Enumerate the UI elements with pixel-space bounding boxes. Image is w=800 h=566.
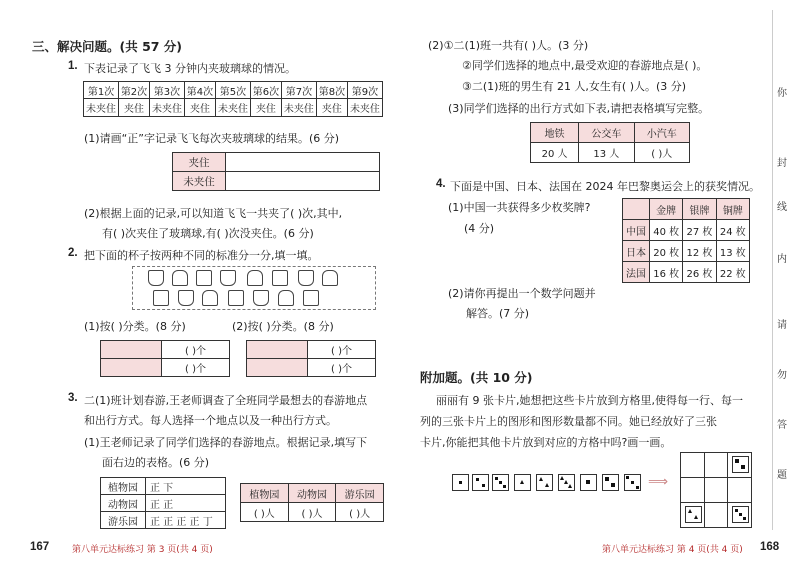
attempt-cell: 第1次: [84, 82, 119, 99]
cup-icon: [322, 270, 338, 286]
classify-count[interactable]: ( )个: [308, 341, 376, 359]
medal-value: 27 枚: [683, 220, 716, 241]
q3-line1: 二(1)班计划春游,王老师调查了全班同学最想去的春游地点: [84, 394, 368, 407]
cup-icon: [220, 270, 236, 286]
medal-value: 20 枚: [650, 241, 683, 262]
classify-table-2: [246, 340, 376, 377]
cup-icon: [272, 270, 288, 286]
triangle-card-icon[interactable]: [514, 474, 531, 491]
tally-row: [173, 172, 380, 191]
q3-p2-1: (2)①二(1)班一共有( )人。(3 分): [428, 39, 589, 52]
medal-value: 16 枚: [650, 262, 683, 283]
place-header: 游乐园: [336, 484, 384, 503]
attempts-header-row: [84, 82, 383, 99]
result-cell: 夹住: [316, 99, 347, 117]
left-footer: 第八单元达标练习 第 3 页(共 4 页): [72, 545, 213, 555]
medal-value: 40 枚: [650, 220, 683, 241]
medal-value: 12 枚: [683, 241, 716, 262]
medal-row: [623, 262, 750, 283]
bonus-line3: 卡片,你能把其他卡片放到对应的方格中吗?画一画。: [420, 436, 672, 449]
attempt-cell: 第9次: [347, 82, 382, 99]
tally-answer-cell[interactable]: [226, 172, 380, 191]
dot-card-icon[interactable]: [492, 474, 509, 491]
q4-part2-line1: (2)请你再提出一个数学问题并: [448, 287, 596, 300]
medal-header: 银牌: [683, 199, 716, 220]
side-char: 题: [777, 470, 787, 481]
question-4-number: 4.: [436, 178, 446, 190]
record-row: [101, 512, 226, 529]
q3-p2-3: ③二(1)班的男生有 21 人,女生有( )人。(3 分): [462, 80, 687, 93]
side-char: 线: [777, 202, 787, 213]
record-row: [101, 495, 226, 512]
results-row: [84, 99, 383, 117]
cup-icon: [178, 290, 194, 306]
result-cell: 夹住: [119, 99, 150, 117]
classify-cell[interactable]: [101, 341, 162, 359]
binding-line: [772, 10, 773, 530]
attempt-cell: 第8次: [316, 82, 347, 99]
q3-part1-line2: 面右边的表格。(6 分): [102, 456, 210, 469]
right-footer: 第八单元达标练习 第 4 页(共 4 页): [602, 545, 743, 555]
record-place: 游乐园: [101, 512, 146, 529]
grid-cell[interactable]: [681, 478, 705, 503]
q1-part2-line2: 有( )次夹住了玻璃球,有( )次没夹住。(6 分): [102, 227, 314, 240]
record-row: [101, 478, 226, 495]
q1-part1: (1)请画“正”字记录飞飞每次夹玻璃球的结果。(6 分): [84, 132, 340, 145]
classify-count[interactable]: ( )个: [308, 359, 376, 377]
cup-icon: [196, 270, 212, 286]
classify-count[interactable]: ( )个: [162, 359, 230, 377]
cup-icon: [253, 290, 269, 306]
transport-header: 小汽车: [634, 123, 689, 143]
attempt-cell: 第3次: [149, 82, 184, 99]
transport-value: 13 人: [579, 143, 634, 163]
medal-row: [623, 241, 750, 262]
grid-cell[interactable]: [704, 503, 728, 528]
medal-country: 法国: [623, 262, 650, 283]
classify-cell[interactable]: [101, 359, 162, 377]
question-1-text: 下表记录了飞飞 3 分钟内夹玻璃球的情况。: [84, 62, 296, 75]
square-card-icon[interactable]: [624, 474, 641, 491]
result-cell: 夹住: [185, 99, 216, 117]
question-3-number: 3.: [68, 392, 78, 404]
medal-header: 金牌: [650, 199, 683, 220]
grid-cell[interactable]: [728, 478, 752, 503]
side-char: 封: [777, 158, 787, 169]
square-card-icon[interactable]: [602, 474, 619, 491]
side-char: 答: [777, 420, 787, 431]
cup-icon: [153, 290, 169, 306]
side-char: 你: [777, 88, 787, 99]
triangle-card-icon[interactable]: [536, 474, 553, 491]
cup-icon: [148, 270, 164, 286]
bonus-title: 附加题。(共 10 分): [420, 370, 533, 385]
q4-part1-score: (4 分): [464, 222, 495, 235]
square-card-icon[interactable]: [580, 474, 597, 491]
classify-count[interactable]: ( )个: [162, 341, 230, 359]
medal-value: 26 枚: [683, 262, 716, 283]
transport-value-blank[interactable]: ( )人: [634, 143, 689, 163]
q4-part2-line2: 解答。(7 分): [466, 307, 530, 320]
tally-label: 夹住: [173, 153, 226, 172]
place-header: 植物园: [241, 484, 289, 503]
medal-row: [623, 220, 750, 241]
transport-value: 20 人: [531, 143, 579, 163]
question-2-text: 把下面的杯子按两种不同的标准分一分,填一填。: [84, 249, 319, 262]
grid-cell[interactable]: [704, 478, 728, 503]
place-count-blank[interactable]: ( )人: [336, 503, 384, 522]
cup-icon: [228, 290, 244, 306]
classify-table-1: [100, 340, 230, 377]
q3-line2: 和出行方式。每人选择一个地点以及一种出行方式。: [84, 414, 337, 427]
triangle-card-icon[interactable]: [558, 474, 575, 491]
cup-icon: [202, 290, 218, 306]
grid-cell-filled: [681, 503, 705, 528]
section-title: 三、解决问题。(共 57 分): [32, 39, 183, 54]
place-count-blank[interactable]: ( )人: [241, 503, 289, 522]
result-cell: 未夹住: [84, 99, 119, 117]
medal-value: 24 枚: [716, 220, 749, 241]
medal-value: 22 枚: [716, 262, 749, 283]
attempt-cell: 第7次: [281, 82, 316, 99]
result-cell: 未夹住: [149, 99, 184, 117]
tally-row: [173, 153, 380, 172]
medal-value: 13 枚: [716, 241, 749, 262]
medal-corner: [623, 199, 650, 220]
tally-table: [172, 152, 380, 191]
place-header: 动物园: [288, 484, 336, 503]
record-tally: 正 下: [146, 478, 226, 495]
grid-cell-filled: [728, 503, 752, 528]
transport-header: 公交车: [579, 123, 634, 143]
left-page-number: 167: [30, 541, 50, 553]
tally-answer-cell[interactable]: [226, 153, 380, 172]
medals-table: [622, 198, 750, 283]
triangle-card-icon: [685, 506, 702, 523]
transport-table: [530, 122, 690, 163]
square-card-icon: [732, 456, 749, 473]
cup-icon: [303, 290, 319, 306]
cup-icon: [278, 290, 294, 306]
tally-label: 未夹住: [173, 172, 226, 191]
attempt-cell: 第2次: [119, 82, 150, 99]
dot-card-icon[interactable]: [452, 474, 469, 491]
q1-part2-line1: (2)根据上面的记录,可以知道飞飞一共夹了( )次,其中,: [84, 207, 343, 220]
classify-cell[interactable]: [247, 341, 308, 359]
right-page-number: 168: [760, 541, 780, 553]
bonus-line2: 列的三张卡片上的图形和图形数量都不同。她已经放好了三张: [420, 415, 717, 428]
classify-cell[interactable]: [247, 359, 308, 377]
q3-part1-line1: (1)王老师记录了同学们选择的春游地点。根据记录,填写下: [84, 436, 368, 449]
places-table: [240, 483, 384, 522]
records-table: [100, 477, 226, 529]
place-count-blank[interactable]: ( )人: [288, 503, 336, 522]
attempts-table: [83, 81, 383, 117]
transport-header: 地铁: [531, 123, 579, 143]
medal-country: 日本: [623, 241, 650, 262]
question-4-text: 下面是中国、日本、法国在 2024 年巴黎奥运会上的获奖情况。: [450, 180, 760, 193]
record-place: 植物园: [101, 478, 146, 495]
grid-cell-filled: [728, 453, 752, 478]
arrow-right-icon: ⟹: [648, 474, 669, 490]
result-cell: 夹住: [250, 99, 281, 117]
side-char: 勿: [777, 370, 787, 381]
cup-icon: [247, 270, 263, 286]
q4-part1: (1)中国一共获得多少枚奖牌?: [448, 201, 591, 214]
record-tally: 正 正 正 正 丁: [146, 512, 226, 529]
result-cell: 未夹住: [215, 99, 250, 117]
question-2-number: 2.: [68, 247, 78, 259]
dot-card-icon: [732, 506, 749, 523]
attempt-cell: 第5次: [215, 82, 250, 99]
cup-icon: [172, 270, 188, 286]
q2-part2: (2)按( )分类。(8 分): [232, 320, 334, 333]
q2-part1: (1)按( )分类。(8 分): [84, 320, 186, 333]
dot-card-icon[interactable]: [472, 474, 489, 491]
medal-country: 中国: [623, 220, 650, 241]
result-cell: 未夹住: [281, 99, 316, 117]
record-place: 动物园: [101, 495, 146, 512]
attempt-cell: 第6次: [250, 82, 281, 99]
medal-header: 铜牌: [716, 199, 749, 220]
result-cell: 未夹住: [347, 99, 382, 117]
record-tally: 正 正: [146, 495, 226, 512]
q3-p3: (3)同学们选择的出行方式如下表,请把表格填写完整。: [448, 102, 710, 115]
question-1-number: 1.: [68, 60, 78, 72]
grid-cell[interactable]: [704, 453, 728, 478]
cup-icon: [298, 270, 314, 286]
bonus-line1: 丽丽有 9 张卡片,她想把这些卡片放到方格里,使得每一行、每一: [436, 394, 743, 407]
side-char: 内: [777, 254, 787, 265]
q3-p2-2: ②同学们选择的地点中,最受欢迎的春游地点是( )。: [462, 59, 708, 72]
card-grid: [680, 452, 752, 528]
grid-cell[interactable]: [681, 453, 705, 478]
side-char: 请: [777, 320, 787, 331]
attempt-cell: 第4次: [185, 82, 216, 99]
